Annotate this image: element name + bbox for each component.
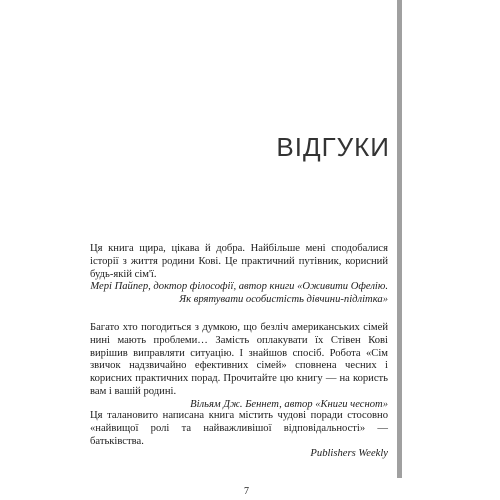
section-title: ВІДГУКИ	[276, 132, 390, 162]
review-attribution: Publishers Weekly	[310, 448, 388, 460]
page-number: 7	[244, 486, 249, 497]
review-attribution: Мері Пайпер, доктор філософії, автор книги «Оживити Офелію.	[90, 281, 388, 293]
page-edge-bar	[397, 0, 402, 478]
review-text: Багато хто погодиться з думкою, що безліч американських сімей нині мають проблеми… Замість оплакувати їх Стівен Кові вирішив виправляти ситуацію. І знайшов спосіб. Робота «Сім звичок надзвичайно ефективних сімей» сповнена чесних і корисних практичних порад. Прочитайте цю книгу — на користь вам і вашій родині.	[90, 322, 388, 397]
review-3	[90, 410, 388, 461]
review-2	[90, 322, 388, 412]
review-attribution: Як врятувати особистість дівчини-підлітка»	[179, 294, 388, 306]
review-text: Ця книга щира, цікава й добра. Найбільше мені сподобалися історії з життя родини Кові. Це практичний путівник, корисний будь-якій сім'ї.	[90, 243, 388, 280]
review-attribution: Вільям Дж. Беннет, автор «Книги чеснот»	[190, 398, 388, 410]
review-text: Ця талановито написана книга містить чудові поради стосовно «найвищої ролі та найважливішої відповідальності» — батьківства.	[90, 410, 388, 447]
review-1	[90, 243, 388, 307]
